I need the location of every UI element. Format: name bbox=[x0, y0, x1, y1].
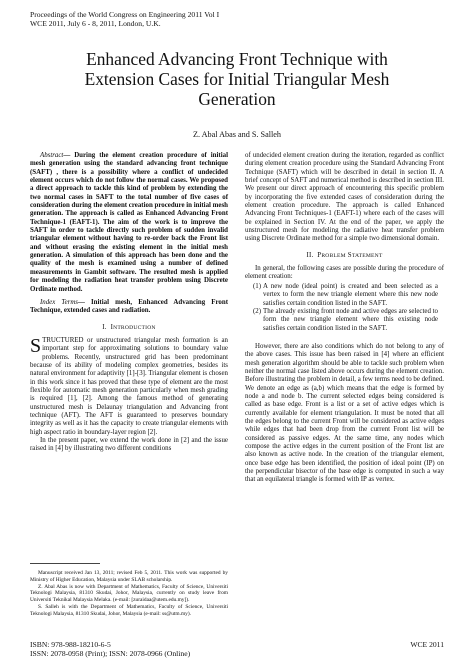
sec2-first-2: S bbox=[347, 251, 352, 259]
footnote-author-1: Z. Abal Abas is now with Department of Mathematics, Faculty of Science, Universiti Teknologi Malaysia, 81310 Skudai, Johor, Malaysia, currently on study leave from Universiti Teknikal Malaysia Melaka. (e-mail: [zuraidaa@utem.edu.my]). bbox=[30, 583, 228, 603]
title-line-3: Generation bbox=[198, 88, 276, 109]
section-heading-problem-statement bbox=[245, 252, 444, 260]
left-column bbox=[30, 152, 228, 454]
list-item-text: The already existing front node and active edges are selected to form the new triangle element where this existing node satisfies certain condition listed in the SAFT. bbox=[263, 307, 438, 332]
right-column bbox=[245, 152, 444, 485]
header-event: WCE 2011, July 6 - 8, 2011, London, U.K. bbox=[30, 19, 161, 29]
right-paragraph-2: In general, the following cases are possible during the procedure of element creation: bbox=[245, 265, 444, 281]
list-item-number: (1) bbox=[252, 282, 261, 290]
footer-issn: ISSN: 2078-0958 (Print); ISSN: 2078-0966 (Online) bbox=[30, 649, 191, 659]
abstract-label: Abstract bbox=[40, 152, 64, 159]
list-item bbox=[245, 283, 444, 308]
footnote-author-2: S. Salleh is with the Department of Mathematics, Faculty of Science, Universiti Teknologi Malaysia, 81310 Skudai, Johor, Malaysia (e-mail: ss@utm.my). bbox=[30, 603, 228, 617]
list-item bbox=[245, 308, 444, 333]
intro-p1-text: TRUCTURED or unstructured triangular mesh formation is an important step for approximating solutions to boundary value problems. Recently, unstructured grid has been predominant because of its ability of modeling complex geometries, besides its natural environment for adaptivity [1]-[3]. Triangular element is chosen in this work since it has proved that these type of element are the most flexible for automatic mesh generation particularly when mesh grading is required [1], [2]. Among the famous method of generating unstructured mesh is Delaunay triangulation and Advancing front technique (AFT). The AFT is guaranteed to preserves boundary integrity as well as it has the capacity to create triangular elements with high aspect ratio in boundary-layer region [2]. bbox=[30, 336, 228, 436]
list-item-text: A new node (ideal point) is created and been selected as a vertex to form the new triangle element where this new node satisfies certain condition listed in the SAFT. bbox=[263, 282, 438, 307]
drop-cap: S bbox=[30, 334, 42, 357]
sec2-first-1: P bbox=[317, 251, 322, 259]
footer-conference: WCE 2011 bbox=[410, 640, 444, 649]
right-paragraph-3: However, there are also conditions which do not belong to any of the above cases. This issue has been raised in [4] where an efficient mesh generation algorithm should be able to tackle such problem when neither the normal case listed above occurs during the element creation. Before illustrating the problem in detail, a few terms need to be defined. We denote an edge as (a,b) which means that the edge is formed by node a and node b. The current selected edges being considered is called as base edge. Front is a list or a set of active edges which is currently available for element triangulation. It must be noted that all the edges belong to the current Front will be considered as active edges while edges that had been drop from the current Front list will be considered as passive edges. At the same time, any nodes which compose the active edges in the current position of the Front list are also known as active node. In the creation of the triangular element, once base edge has been identified, the position of ideal point (IP) on the perpendicular bisector of the base edge is computed in such a way that an equilateral triangle is formed with IP as vertex. bbox=[245, 342, 444, 484]
footer-identifiers bbox=[30, 640, 190, 659]
intro-paragraph-2: In the present paper, we extend the work done in [2] and the issue raised in [4] by illustrating two different conditions bbox=[30, 437, 228, 453]
footnote-manuscript: Manuscript received Jan 13, 2011; revised Feb 5, 2011. This work was supported by Ministry of Higher Education, Malaysia under SLAB scholarship. bbox=[30, 570, 228, 583]
footer-isbn: ISBN: 978-988-18210-6-5 bbox=[30, 640, 111, 649]
header-proceedings: Proceedings of the World Congress on Engineering 2011 Vol I bbox=[30, 10, 220, 19]
paper-title bbox=[30, 50, 444, 109]
section-heading-introduction bbox=[30, 324, 228, 332]
list-item-number: (2) bbox=[252, 307, 261, 315]
intro-heading-rest: NTRODUCTION bbox=[113, 324, 156, 331]
intro-paragraph-1 bbox=[30, 334, 228, 437]
intro-heading-first: I bbox=[110, 323, 114, 331]
title-line-2: Extension Cases for Initial Triangular Mesh bbox=[84, 68, 390, 89]
title-line-1: Enhanced Advancing Front Technique with bbox=[86, 49, 388, 69]
cases-list bbox=[245, 283, 444, 333]
sec2-num: II. bbox=[306, 251, 314, 259]
intro-heading-num: I. bbox=[102, 323, 107, 331]
abstract-text: — During the element creation procedure of initial mesh generation using the standard advancing front technique (SAFT) , there is a possibility where a conflict of undecided element occurs which do not follow the normal cases. We proposed a direct approach to tackle this kind of problem by extending the two normal cases in SAFT to the total number of five cases of consideration during the element creation procedure in initial mesh generation. The approach is called as Enhanced Advancing Front Technique-1 (EAFT-1). The aim of the work is to improve the SAFT in order to tackle directly such problem of sudden invalid triangular element without having to re-order back the Front list and without erasing the existing element in the initial mesh generation. A simulation of this approach has been done and the quality of the mesh is examined using a number of defined measurements in Gambit software. The resulted mesh is applied for modeling the radiation heat transfer problem using Discrete Ordinate method. bbox=[30, 152, 228, 293]
right-paragraph-1: of undecided element creation during the iteration, regarded as conflict during element creation procedure using the Standard Advancing Front Technique (SAFT) which will be described in detail in section II. A brief concept of SAFT and numerical method is described in section III. We present our direct approach of encountering this specific problem by incorporating the five extended cases of consideration during the element creation procedure. The approach is called Enhanced Advancing Front Techniques-1 (EAFT-1) where each of the cases will be explained in Section IV. At the end of the paper, we apply the unstructured mesh for modeling the radiative heat transfer problem using Discrete Ordinate method for a simple two dimensional domain. bbox=[245, 152, 444, 243]
abstract bbox=[30, 152, 228, 294]
index-terms bbox=[30, 299, 228, 316]
index-terms-label: Index Terms bbox=[40, 298, 78, 306]
sec2-rest-2: TATEMENT bbox=[351, 252, 383, 259]
authors: Z. Abal Abas and S. Salleh bbox=[192, 130, 281, 139]
footnote-rule bbox=[30, 563, 100, 564]
sec2-rest-1: ROBLEM bbox=[321, 252, 346, 259]
footnotes bbox=[30, 570, 228, 618]
index-terms-text: — Initial mesh, Enhanced Advancing Front Technique, extended cases and radiation. bbox=[30, 298, 229, 315]
conference-header bbox=[30, 10, 219, 29]
